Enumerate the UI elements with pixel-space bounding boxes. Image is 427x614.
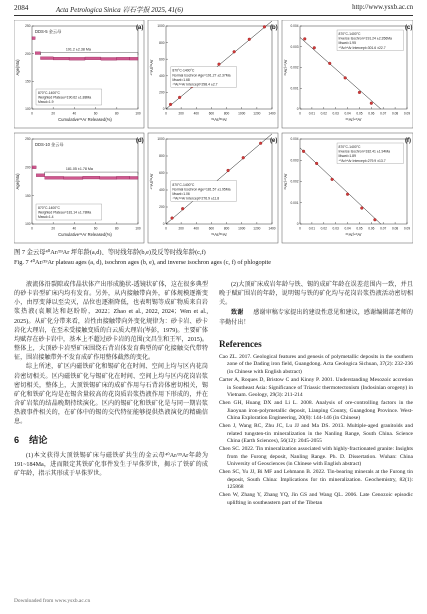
figure-7 xyxy=(14,20,413,247)
x-tick-label: 600 xyxy=(208,111,215,116)
section-title: 结论 xyxy=(29,434,48,445)
x-tick-label: 0 xyxy=(299,111,301,116)
x-tick-label: 0.07 xyxy=(380,226,387,231)
x-axis-label: ³⁹Ar/⁴⁰Ar xyxy=(345,117,362,122)
section-heading xyxy=(14,436,208,445)
x-tick-label: 0 xyxy=(31,226,33,231)
y-tick-label: 200 xyxy=(159,90,165,95)
step-bar xyxy=(85,57,101,60)
header-rule xyxy=(14,15,413,16)
y-tick-label: 100 xyxy=(25,222,31,227)
x-tick-label: 0.07 xyxy=(380,111,387,116)
step-bar xyxy=(69,57,85,60)
reference-item: Cao ZL. 2017. Geological features and genesis of polymetallic deposits in the southern zone of the Dading iron field, Guangdong. Acta Geologica Sichuan, 37(2): 232-236 (in Chinese with English abstract) xyxy=(219,353,413,376)
annotation-text: 870°C-1400°C xyxy=(338,32,361,36)
x-tick-label: 0.06 xyxy=(368,226,375,231)
annotation-text: ⁴⁰Ar/³⁶Ar Intercept=301.6 ±22.7 xyxy=(338,45,386,50)
x-tick-label: 100 xyxy=(135,111,141,116)
x-tick-label: 60 xyxy=(93,111,98,116)
data-point xyxy=(303,37,306,40)
step-bar xyxy=(32,37,35,40)
x-tick-label: 200 xyxy=(178,226,184,231)
reference-item: Chen SC, Yu JJ, Bi MF and Lehmann B. 2022. Tin-bearing minerals at the Furong tin deposit, South China: Implications for tin mineralization. Geochemistry, 82(1): 125868 xyxy=(219,469,413,491)
step-bar xyxy=(35,52,40,55)
data-point xyxy=(344,76,347,79)
x-axis-label: ³⁹Ar/³⁶Ar xyxy=(211,117,227,122)
y-tick-label: 0 xyxy=(162,222,165,227)
panel-letter: (d) xyxy=(136,138,144,144)
plateau-age-label: 181.05 ±1.78 Ma xyxy=(65,167,93,172)
sample-label: DDS-10 金云母 xyxy=(35,142,64,147)
step-bar xyxy=(53,57,69,60)
annotation-text: Mswd=1.4 xyxy=(38,215,54,220)
x-tick-label: 0.02 xyxy=(320,226,327,231)
step-bar xyxy=(32,166,36,169)
step-bar xyxy=(117,176,130,179)
data-point xyxy=(328,62,331,65)
reference-item: Carter A, Roques D, Bristow C and Kinny P. 2001. Understanding Mesozoic accretion in Southeast Asia: Significance of Triassic thermotectonism (Indosinian orogeny) in Vietnam. Geology, 29(3): 211-214 xyxy=(219,376,413,399)
x-tick-label: 400 xyxy=(193,111,199,116)
x-tick-label: 40 xyxy=(72,226,77,231)
annotation-text: Mswd=1.68 xyxy=(172,77,190,82)
y-axis-label: Age(Ma) xyxy=(15,59,20,76)
x-tick-label: 0.05 xyxy=(356,111,363,116)
x-tick-label: 800 xyxy=(223,226,230,231)
journal-url[interactable]: http://www.ysxb.ac.cn xyxy=(352,4,413,11)
y-tick-label: 400 xyxy=(159,188,165,193)
y-tick-label: 0.002 xyxy=(290,65,299,70)
data-point xyxy=(218,63,221,66)
running-header xyxy=(14,4,413,15)
data-point xyxy=(370,102,373,105)
reference-item: Chen SC. 2022. Tin mineralization associated with highly-fractionated granite: Insights from the Furong deposit, Nanling Range. Ph. D. Dissertation. Wuhan: China University of Geosciences (in Chinese with English abstract) xyxy=(219,446,413,468)
step-bar xyxy=(117,57,130,60)
x-axis-label: Cumulative³⁹Ar Released(%) xyxy=(58,232,112,237)
acknowledgement-text: 感谢审稿专家提出的建设性意见和建议，感谢编辑部老师的辛勤付出！ xyxy=(219,310,414,326)
x-tick-label: 400 xyxy=(193,226,199,231)
body-paragraph: 液流体沿裂隙或伟晶状体产出形成脆状-透镜状矿体，这在很多典型的砂卡岩型矿床内均有发育。另外，从内接触带向外，矿体规模逐渐变小，由厚变薄以至尖灭，品位也逐渐降低，也表明锡等成矿物质来自岩浆热液(袁顺达和赵盼盼，2022；Zhao et al., 2022, 2024；Wen et al., 2025)。从矿化分带来看，岩性由接触带向外变化规律为：砂卡岩、砂卡岩化大理岩，在至未受接触变质的白云质大理岩(岑彭，1979)。主要矿体均赋存在砂卡岩中，基本上不超过砂卡岩的范围(文昌生和王军，2015)。整体上，大顶砂卡岩型矿床围绕石背岩体发育典型的矿化接触交代带特征，围岩接触带外不发育成矿作用整体截然的变化。 xyxy=(14,282,208,362)
y-tick-label: 1000 xyxy=(157,137,165,142)
acknowledgement-label: 致谢 xyxy=(231,309,244,317)
panel-frame xyxy=(14,133,144,243)
data-point xyxy=(346,193,349,196)
data-point xyxy=(233,50,236,53)
annotation-text: ⁴⁰Ar/³⁶Ar Intercept=279.9 ±13.7 xyxy=(338,158,386,163)
y-axis-label: Age(Ma) xyxy=(15,173,20,190)
x-tick-label: 0.02 xyxy=(320,111,327,116)
y-tick-label: 200 xyxy=(159,205,165,210)
x-tick-label: 0 xyxy=(299,226,301,231)
y-tick-label: 800 xyxy=(159,40,165,45)
body-paragraph: 综上所述，矿区内磁铁矿化和锡矿化在时间、空间上均与区内花岗岩密切相关。区内磁铁矿化与锡矿化在时间、空间上均与区内花岗岩浆密切相关，整体上，大顶铁锡矿床的成矿作用与石背岩体密切相关，锡矿化和铁矿化均是在锡含量较高的花岗质岩浆热液作用下形成的，并在含矿岩浆的结晶晚期持续演化。区内的锡矿化和铁矿化是与同一期岩浆热液事件相关的，在矿体中的锡的交代特征能够提供热液演化的精确信息。 xyxy=(14,364,208,426)
step-bar xyxy=(36,174,44,177)
data-point xyxy=(259,142,262,145)
x-tick-label: 1200 xyxy=(253,111,261,116)
data-point xyxy=(374,218,377,221)
data-point xyxy=(263,25,266,28)
y-tick-label: 100 xyxy=(25,107,31,112)
annotation-text: 870°C-1400°C xyxy=(172,68,195,73)
step-bar xyxy=(101,57,117,60)
y-tick-label: 800 xyxy=(159,154,165,159)
x-tick-label: 1000 xyxy=(238,111,246,116)
y-axis-label: ³⁶Ar/⁴⁰Ar xyxy=(283,173,288,190)
x-tick-label: 0.04 xyxy=(344,226,351,231)
x-axis-label: ³⁹Ar/³⁶Ar xyxy=(211,232,227,237)
panel-letter: (f) xyxy=(405,138,411,144)
x-tick-label: 1200 xyxy=(253,226,261,231)
x-tick-label: 80 xyxy=(115,111,119,116)
annotation-text: Normal Isochron Age=181.57 ±1.95Ma xyxy=(172,187,231,192)
y-tick-label: 0.004 xyxy=(290,24,299,29)
y-tick-label: 0.001 xyxy=(290,86,299,91)
x-tick-label: 0.09 xyxy=(403,226,411,231)
y-axis-label: ⁴⁰Ar/³⁶Ar xyxy=(149,59,154,76)
data-point xyxy=(360,207,363,210)
y-tick-label: 150 xyxy=(25,79,31,84)
x-tick-label: 1400 xyxy=(268,111,276,116)
step-bar xyxy=(100,177,117,180)
x-tick-label: 100 xyxy=(135,226,141,231)
conclusion-paragraph: (1)本文获得大顶铁锡矿床与磁铁矿共生的金云母⁴⁰Ar/³⁹Ar年龄为191~184Ma，进而限定其铁矿化事件发生于早侏罗世，揭示了铁矿的成矿年龄，指示其形成于早侏罗世。 xyxy=(14,452,208,477)
annotation-text: 870°C-1400°C xyxy=(38,91,60,95)
annotation-text: Mswd=1.89 xyxy=(338,154,356,159)
y-axis-label: ⁴⁰Ar/³⁶Ar xyxy=(149,173,154,190)
data-point xyxy=(181,207,184,210)
x-tick-label: 0.03 xyxy=(332,111,339,116)
x-tick-label: 0 xyxy=(165,111,167,116)
data-point xyxy=(313,46,316,49)
figure-caption-en: Fig. 7 ⁴⁰Ar/³⁹Ar plateau ages (a, d), isochron ages (b, e), and inverse isochron ages (c, f) of phlogopite xyxy=(14,259,272,266)
x-tick-label: 60 xyxy=(93,226,98,231)
y-tick-label: 0 xyxy=(162,107,165,112)
data-point xyxy=(331,178,334,181)
x-tick-label: 0.01 xyxy=(308,111,315,116)
x-tick-label: 0.08 xyxy=(392,111,399,116)
x-tick-label: 20 xyxy=(51,111,55,116)
x-tick-label: 1400 xyxy=(268,226,276,231)
x-axis-label: Cumulative³⁹Ar Released(%) xyxy=(58,117,112,122)
x-tick-label: 200 xyxy=(178,111,184,116)
data-point xyxy=(171,217,174,220)
x-tick-label: 0.06 xyxy=(368,111,375,116)
step-bar xyxy=(40,57,53,60)
download-footer: Downloaded from www.ysxb.ac.cn xyxy=(14,598,91,604)
x-tick-label: 20 xyxy=(51,226,55,231)
y-tick-label: 250 xyxy=(25,137,31,142)
data-point xyxy=(242,156,245,159)
x-axis-label: ³⁹Ar/⁴⁰Ar xyxy=(345,232,362,237)
y-tick-label: 0.004 xyxy=(290,137,299,142)
y-tick-label: 400 xyxy=(159,74,165,78)
plateau-age-label: 191.2 ±2.38 Ma xyxy=(65,47,91,52)
y-tick-label: 1000 xyxy=(157,24,165,29)
x-tick-label: 0 xyxy=(31,111,33,116)
x-tick-label: 600 xyxy=(208,226,215,231)
step-bar xyxy=(130,57,138,60)
data-point xyxy=(315,162,318,165)
y-tick-label: 200 xyxy=(25,51,31,56)
panel-letter: (c) xyxy=(405,25,413,31)
data-point xyxy=(358,91,361,94)
panel-letter: (e) xyxy=(270,138,278,144)
annotation-text: ⁴⁰Ar/³⁶Ar Intercept=276.9 ±11.8 xyxy=(172,196,220,201)
y-tick-label: 250 xyxy=(25,24,31,29)
reference-item: Chen GH, Huang DX and Li L. 2008. Analysis of ore-controlling factors in the Jiaoyuan iron-polymetallic deposit, Lianping County, Guangdong Province. West-China Exploration Engineering, 20(8): 144-146 (in Chinese) xyxy=(219,400,413,422)
right-column xyxy=(219,281,413,508)
annotation-text: Weighted Plateau=190.62 ±1.88Ma xyxy=(38,95,92,100)
annotation-text: 870°C-1400°C xyxy=(338,145,361,149)
data-point xyxy=(248,38,251,41)
sample-label: DDS-5 金云母 xyxy=(35,29,62,34)
step-bar xyxy=(45,176,64,179)
panel-frame xyxy=(14,20,144,128)
y-tick-label: 0 xyxy=(296,222,299,227)
y-tick-label: 0.003 xyxy=(290,44,299,49)
annotation-text: Weighted Plateau=181.14 ±1.78Ma xyxy=(38,210,92,215)
step-bar xyxy=(83,176,100,179)
y-tick-label: 0.001 xyxy=(290,200,299,205)
references-heading: References xyxy=(219,338,262,349)
x-tick-label: 0 xyxy=(165,226,167,231)
x-tick-label: 800 xyxy=(223,111,230,116)
y-tick-label: 0 xyxy=(296,107,299,112)
y-tick-label: 200 xyxy=(25,165,31,170)
section-number: 6 xyxy=(14,434,20,445)
reference-item: Chen J, Wang RC, Zhu JC, Lu JJ and Ma DS. 2013. Multiple-aged granitoids and related tungsten-tin mineralization in the Nanling Range, South China. Science China (Earth Sciences), 56(12): 2045-2055 xyxy=(219,423,413,445)
annotation-text: 870°C-1400°C xyxy=(172,182,195,187)
y-tick-label: 150 xyxy=(25,193,31,198)
annotation-text: Normal Isochron Age=191.27 ±2.37Ma xyxy=(172,73,231,78)
x-tick-label: 0.03 xyxy=(332,226,339,231)
x-tick-label: 0.01 xyxy=(308,226,315,231)
data-point xyxy=(227,169,230,172)
journal-name: Acta Petrologica Sinica 岩石学报 2025, 41(6) xyxy=(56,7,183,14)
y-tick-label: 600 xyxy=(159,57,165,62)
x-tick-label: 0.05 xyxy=(356,226,363,231)
data-point xyxy=(169,103,172,106)
step-bar xyxy=(130,176,138,179)
acknowledgement xyxy=(219,308,413,327)
reference-item: Chen W, Zhang Y, Zhang YQ, Jin GS and Wang QL. 2006. Late Cenozoic episodic uplifting in southeastern part of the Tibetan xyxy=(219,492,413,506)
page-number: 2084 xyxy=(14,4,29,12)
x-tick-label: 80 xyxy=(115,226,119,231)
x-tick-label: 0.09 xyxy=(403,111,411,116)
x-tick-label: 1000 xyxy=(238,226,246,231)
left-column xyxy=(14,281,208,479)
y-tick-label: 0.002 xyxy=(290,179,299,184)
annotation-text: Mswd=1.95 xyxy=(338,41,356,46)
annotation-text: Mswd=1.9 xyxy=(38,100,54,105)
annotation-text: ⁴⁰Ar/³⁶Ar Intercept=298.4 ±2.7 xyxy=(172,82,218,87)
data-point xyxy=(178,96,181,99)
x-tick-label: 40 xyxy=(72,111,77,116)
annotation-text: Inverse Isochron=191.24 ±2.356Ma xyxy=(338,36,392,41)
annotation-text: 870°C-1400°C xyxy=(38,206,60,210)
x-tick-label: 0.04 xyxy=(344,111,351,116)
annotation-text: Inverse Isochron=182.41 ±1.94Ma xyxy=(338,149,391,154)
conclusion-paragraph: (2)大顶矿床成岩年龄与铁、锡的成矿年龄在误差范围内一致，并且晚于赋矿围岩的年龄，说明锡与铁的矿化均与花岗岩浆热液活动密切相关。 xyxy=(219,282,413,307)
x-tick-label: 0.08 xyxy=(392,226,399,231)
step-bar xyxy=(64,177,83,180)
figure-caption-cn: 图 7 金云母⁴⁰Ar/³⁹Ar 坪年龄(a,d)、等时线年龄(b,e)及反等时线年龄(c,f) xyxy=(14,249,206,256)
panel-letter: (a) xyxy=(136,25,144,31)
y-tick-label: 0.003 xyxy=(290,158,299,163)
panel-letter: (b) xyxy=(270,25,278,31)
annotation-text: Mswd=1.06 xyxy=(172,191,190,196)
data-point xyxy=(302,150,305,153)
y-axis-label: ³⁶Ar/⁴⁰Ar xyxy=(283,59,288,76)
y-tick-label: 600 xyxy=(159,171,165,176)
